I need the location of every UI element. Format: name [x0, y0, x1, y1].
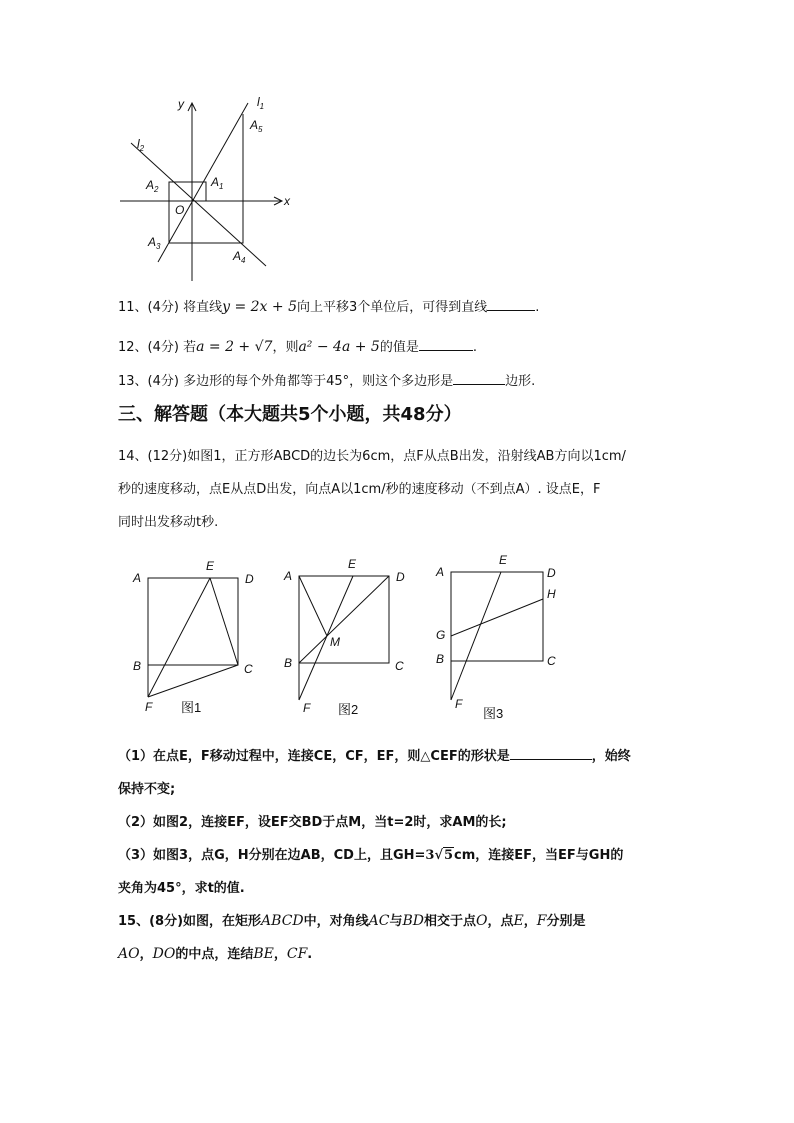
q15-line1: 15、(8分)如图，在矩形ABCD中，对角线AC与BD相交于点O，点E，F分别是	[118, 913, 586, 929]
fig3-segment-gh	[451, 599, 543, 636]
q14-part1	[118, 740, 684, 773]
fig3-label-a: A	[436, 565, 445, 579]
fig3-square	[451, 572, 543, 661]
fig1-label-e: E	[206, 559, 215, 573]
q12-answer-blank[interactable]	[419, 336, 473, 351]
q12-end: .	[472, 340, 477, 355]
label-x: x	[284, 194, 290, 208]
question-13	[118, 370, 535, 392]
fig2-label-d: D	[396, 570, 405, 584]
q14-line2: 秒的速度移动，点E从点D出发，向点A以1cm/秒的速度移动（不到点A）. 设点E，F	[118, 482, 601, 497]
q12-equation1: a = 2 + √7	[196, 339, 273, 355]
q14-part3-cont: 夹角为45°，求t的值.	[118, 881, 245, 896]
fig1-label-a: A	[133, 571, 142, 585]
q15-line2: AO，DO的中点，连结BE，CF.	[118, 946, 313, 962]
fig3-label-d: D	[547, 566, 556, 580]
q12-suffix: 的值是	[379, 340, 419, 355]
fig1-label-c: C	[244, 662, 253, 676]
q14-part1-answer-blank[interactable]	[510, 745, 592, 760]
fig2-label-c: C	[395, 659, 404, 673]
label-l1: $l_1$	[257, 95, 265, 111]
fig1-segment-cf	[148, 665, 238, 697]
fig1-segment-ef	[148, 578, 210, 697]
fig1-label-d: D	[245, 572, 254, 586]
q14-line3: 同时出发移动t秒.	[118, 515, 219, 530]
fig2-label-e: E	[348, 557, 357, 571]
q14-part1-a: （1）在点E，F移动过程中，连接CE，CF，EF，则△CEF的形状是	[118, 749, 510, 764]
fig3-label-g: G	[436, 628, 446, 642]
q14-figures	[125, 548, 685, 728]
question-11	[118, 296, 539, 318]
question-12	[118, 336, 477, 358]
fig1-caption: 图1	[181, 700, 202, 715]
fig3-caption: 图3	[483, 706, 504, 721]
q13-text: 13、(4分) 多边形的每个外角都等于45°，则这个多边形是	[118, 374, 454, 389]
label-l2: $l_2$	[137, 137, 145, 153]
fig2-caption: 图2	[338, 702, 359, 717]
question-14-stem	[118, 440, 684, 539]
q14-part3	[118, 839, 684, 872]
q14-line1: 14、(12分)如图1，正方形ABCD的边长为6cm，点F从点B出发，沿射线AB方向以1cm/	[118, 449, 626, 464]
q11-end: .	[535, 300, 540, 315]
question-14-parts	[118, 740, 684, 905]
q11-suffix: 向上平移3个单位后，可得到直线	[296, 300, 488, 315]
q14-part3-b: cm，连接EF，当EF与GH的	[454, 848, 624, 863]
fig2-segment-ef	[299, 576, 353, 700]
q13-suffix: 边形.	[505, 374, 536, 389]
q12-middle: ，则	[272, 340, 299, 355]
square-a2	[169, 182, 192, 201]
label-a1: $A_1$	[211, 175, 224, 191]
fig3-label-b: B	[436, 652, 445, 666]
fig2-label-f: F	[303, 701, 311, 715]
q11-prefix: 11、(4分) 将直线	[118, 300, 223, 315]
q12-equation2: a² − 4a + 5	[298, 339, 380, 355]
q14-part3-a: （3）如图3，点G，H分别在边AB，CD上，且GH=	[118, 848, 426, 863]
fig2-label-m: M	[330, 635, 340, 649]
label-a5: $A_5$	[250, 118, 263, 134]
fig2-label-b: B	[284, 656, 293, 670]
q14-part1-cont: 保持不变;	[118, 782, 176, 797]
q14-part3-sqrt: 3√5	[425, 848, 454, 863]
q12-prefix: 12、(4分) 若	[118, 340, 197, 355]
label-y: y	[178, 97, 184, 111]
q11-equation: y = 2x + 5	[222, 299, 297, 315]
fig1-segment-ce	[210, 578, 238, 665]
fig3-label-f: F	[455, 697, 463, 711]
fig3-label-h: H	[547, 587, 556, 601]
q14-part2: （2）如图2，连接EF，设EF交BD于点M，当t=2时，求AM的长;	[118, 815, 507, 830]
label-a4: $A_4$	[233, 249, 246, 265]
fig3-label-e: E	[499, 553, 508, 567]
label-o: O	[175, 203, 185, 217]
fig3-segment-ef	[451, 572, 501, 700]
fig2-segment-am	[299, 576, 327, 636]
q13-answer-blank[interactable]	[453, 370, 505, 385]
coordinate-figure	[110, 90, 310, 290]
section-3-title: 三、解答题（本大题共5个小题，共48分）	[118, 404, 462, 425]
q14-part1-b: ，始终	[591, 749, 631, 764]
q11-answer-blank[interactable]	[487, 296, 535, 311]
fig3-label-c: C	[547, 654, 556, 668]
fig1-label-b: B	[133, 659, 142, 673]
fig1-label-f: F	[145, 700, 153, 714]
fig2-diagonal-bd	[299, 576, 389, 663]
fig2-label-a: A	[284, 569, 293, 583]
question-15	[118, 905, 684, 971]
label-a2: $A_2$	[146, 178, 159, 194]
label-a3: $A_3$	[148, 235, 161, 251]
